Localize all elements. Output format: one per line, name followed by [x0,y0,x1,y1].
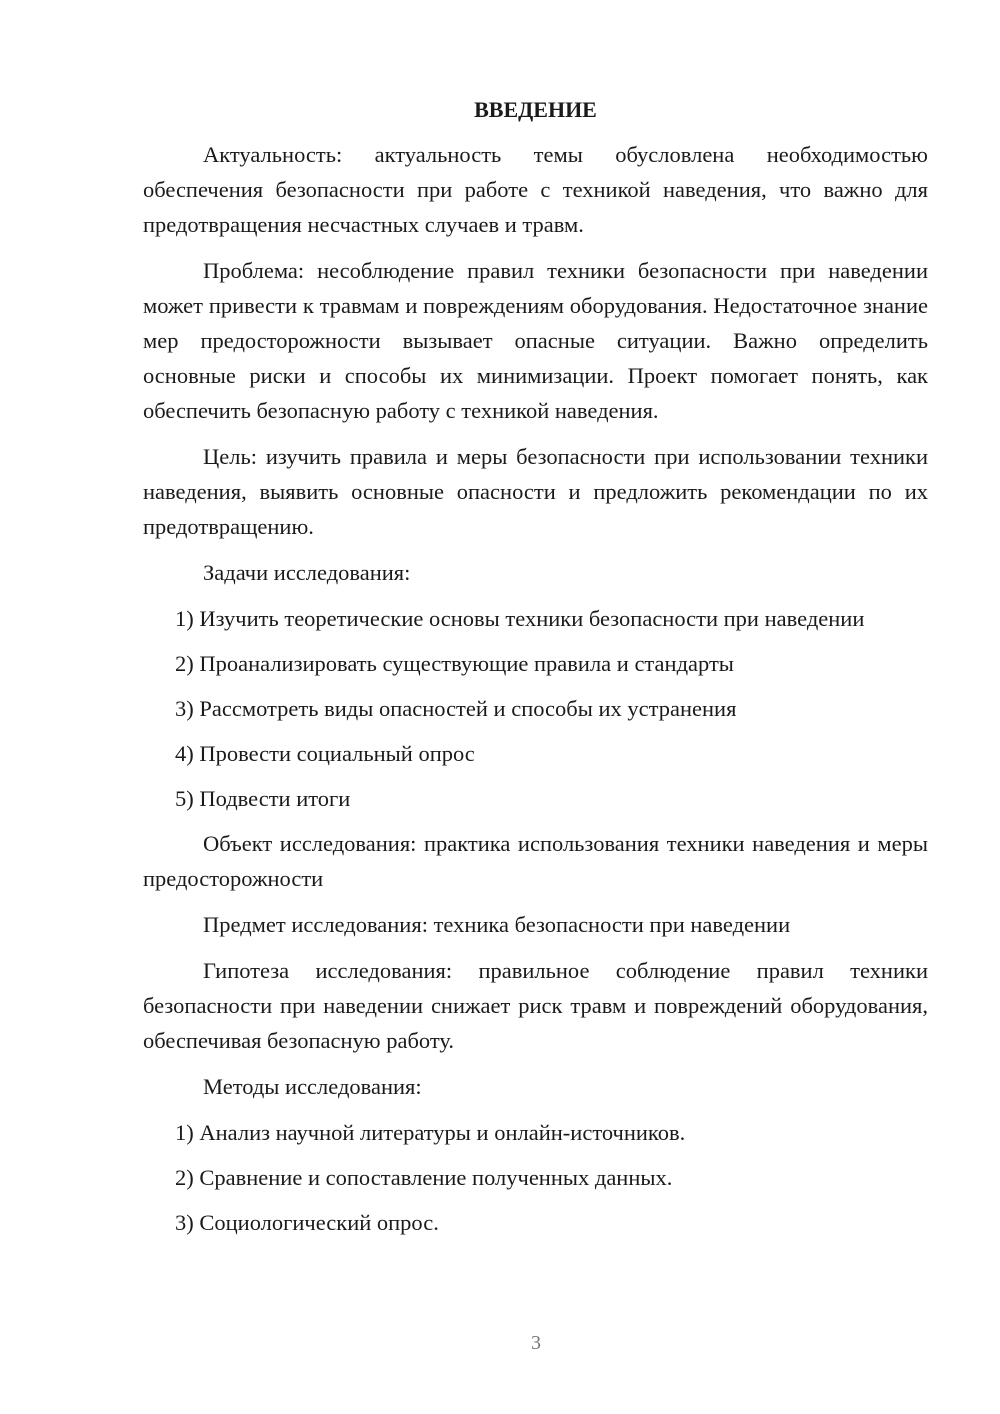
method-item: 1) Анализ научной литературы и онлайн-источников. [175,1120,686,1145]
methods-heading: Методы исследования: [203,1074,422,1099]
hypothesis-paragraph: Гипотеза исследования: правильное соблюдение правил техники безопасности при наведении снижает риск травм и повреждений оборудования, обеспечивая безопасную работу. [143,958,928,1053]
relevance-paragraph: Актуальность: актуальность темы обусловлена необходимостью обеспечения безопасности при работе с техникой наведения, что важно для предотвращения несчастных случаев и травм. [143,142,928,237]
task-item: 2) Проанализировать существующие правила и стандарты [175,651,734,676]
page-number: 3 [531,1332,541,1354]
page-title: ВВЕДЕНИЕ [474,97,597,122]
subject-paragraph: Предмет исследования: техника безопасности при наведении [203,912,791,937]
method-item: 2) Сравнение и сопоставление полученных данных. [175,1165,673,1190]
problem-paragraph: Проблема: несоблюдение правил техники безопасности при наведении может привести к травмам и повреждениям оборудования. Недостаточное знание мер предосторожности вызывает опасные ситуации. Важно определить основные риски и способы их минимизации. Проект помогает понять, как обеспечить безопасную работу с техникой наведения. [143,258,928,423]
goal-paragraph: Цель: изучить правила и меры безопасности при использовании техники наведения, выявить основные опасности и предложить рекомендации по их предотвращению. [143,444,928,539]
page-content [143,92,928,1250]
task-item: 4) Провести социальный опрос [175,741,475,766]
task-item: 5) Подвести итоги [175,786,351,811]
task-item: 1) Изучить теоретические основы техники безопасности при наведении [175,606,865,631]
task-item: 3) Рассмотреть виды опасностей и способы их устранения [175,696,737,721]
tasks-heading: Задачи исследования: [203,560,411,585]
method-item: 3) Социологический опрос. [175,1210,439,1235]
object-paragraph: Объект исследования: практика использования техники наведения и меры предосторожности [143,831,928,891]
